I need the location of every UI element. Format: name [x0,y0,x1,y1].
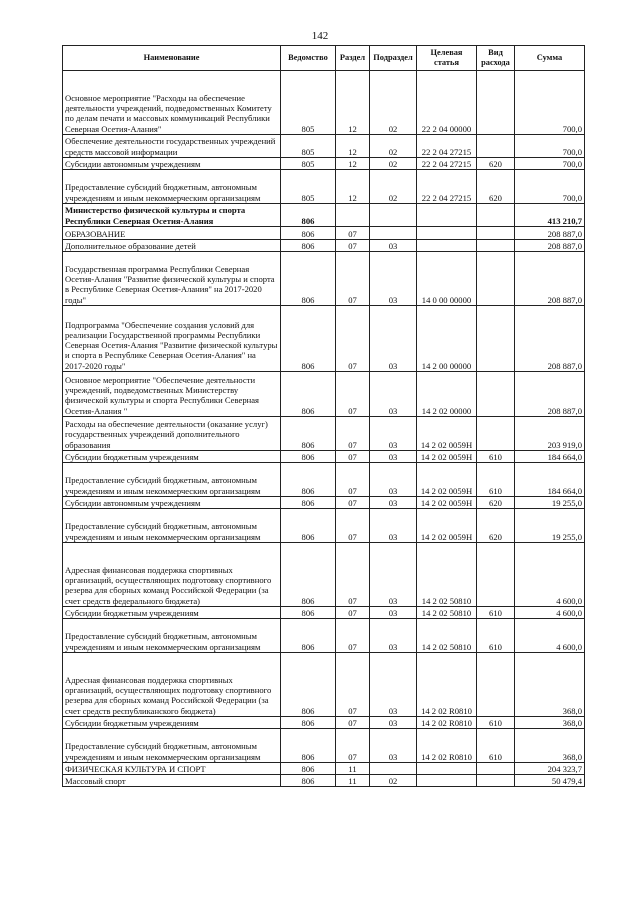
row-department: 806 [281,240,336,252]
row-target-item: 22 2 04 27215 [417,135,477,158]
row-section: 07 [336,607,370,619]
row-department: 806 [281,451,336,463]
row-subsection: 02 [370,158,417,170]
row-target-item: 14 2 02 0059Н [417,417,477,451]
table-row [63,252,585,306]
table-row [63,204,585,227]
row-department: 806 [281,372,336,417]
row-subsection: 03 [370,509,417,543]
row-section: 07 [336,497,370,509]
row-target-item: 14 2 02 R0810 [417,717,477,729]
row-section: 07 [336,306,370,372]
row-subsection: 03 [370,372,417,417]
row-subsection: 03 [370,463,417,497]
header-expense-type: Вид расхода [477,46,515,71]
row-section: 07 [336,729,370,763]
row-department: 806 [281,252,336,306]
row-expense-type [477,543,515,607]
row-section: 07 [336,240,370,252]
row-amount: 208 887,0 [515,372,585,417]
row-section: 07 [336,717,370,729]
row-subsection: 03 [370,543,417,607]
row-name: Субсидии автономным учреждениям [63,158,281,170]
row-subsection: 03 [370,717,417,729]
row-subsection: 03 [370,729,417,763]
row-subsection: 03 [370,607,417,619]
table-row [63,158,585,170]
row-target-item [417,227,477,240]
table-row [63,135,585,158]
row-name: Дополнительное образование детей [63,240,281,252]
row-name: Субсидии бюджетным учреждениям [63,717,281,729]
table-row [63,71,585,135]
row-amount: 413 210,7 [515,204,585,227]
row-name: Основное мероприятие "Расходы на обеспечение деятельности учреждений, подведомственных Комитету по делам печати и массовых коммуникаций Республики Северная Осетия-Алания" [63,71,281,135]
row-subsection: 02 [370,170,417,204]
row-target-item: 14 2 02 50810 [417,607,477,619]
row-department: 806 [281,509,336,543]
row-department: 805 [281,135,336,158]
row-subsection: 03 [370,497,417,509]
row-target-item: 14 2 02 0059Н [417,497,477,509]
row-name: Предоставление субсидий бюджетным, автономным учреждениям и иным некоммерческим организациям [63,170,281,204]
row-expense-type [477,763,515,775]
row-section: 07 [336,509,370,543]
row-expense-type: 610 [477,619,515,653]
row-department: 806 [281,763,336,775]
row-department: 806 [281,729,336,763]
table-row [63,451,585,463]
row-expense-type [477,417,515,451]
row-amount: 184 664,0 [515,451,585,463]
row-amount: 208 887,0 [515,227,585,240]
row-expense-type [477,372,515,417]
row-department: 805 [281,158,336,170]
table-row [63,763,585,775]
row-expense-type: 620 [477,509,515,543]
row-target-item [417,240,477,252]
row-amount: 19 255,0 [515,497,585,509]
row-section: 07 [336,227,370,240]
row-name: Подпрограмма "Обеспечение создания условий для реализации Государственной программы Республики Северная Осетия-Алания "Развитие физической культуры и спорта в Республике Северная Осетия-Алания" на 2017-2020 годы" [63,306,281,372]
row-name: Адресная финансовая поддержка спортивных организаций, осуществляющих подготовку спортивного резерва для сборных команд Российской Федерации (за счет средств федерального бюджета) [63,543,281,607]
table-row [63,240,585,252]
row-amount: 184 664,0 [515,463,585,497]
row-subsection: 03 [370,653,417,717]
table-row [63,417,585,451]
row-subsection: 03 [370,252,417,306]
table-body [63,71,585,787]
row-department: 806 [281,227,336,240]
row-expense-type: 610 [477,451,515,463]
row-amount: 700,0 [515,158,585,170]
table-row [63,653,585,717]
row-department: 805 [281,71,336,135]
row-name: Государственная программа Республики Северная Осетия-Алания "Развитие физической культуры и спорта в Республике Северная Осетия-Алания" на 2017-2020 годы" [63,252,281,306]
row-amount: 700,0 [515,170,585,204]
row-subsection: 02 [370,775,417,787]
row-name: Расходы на обеспечение деятельности (оказание услуг) государственных учреждений дополнительного образования [63,417,281,451]
row-subsection [370,227,417,240]
row-target-item: 14 2 00 00000 [417,306,477,372]
row-target-item: 14 2 02 0059Н [417,451,477,463]
row-section: 07 [336,463,370,497]
row-amount: 204 323,7 [515,763,585,775]
row-department: 806 [281,717,336,729]
row-target-item: 22 2 04 27215 [417,170,477,204]
row-name: ОБРАЗОВАНИЕ [63,227,281,240]
row-subsection: 03 [370,417,417,451]
row-name: Субсидии бюджетным учреждениям [63,451,281,463]
row-department: 806 [281,775,336,787]
row-amount: 19 255,0 [515,509,585,543]
row-expense-type [477,227,515,240]
row-subsection: 02 [370,71,417,135]
table-row [63,372,585,417]
row-subsection [370,204,417,227]
table-row [63,729,585,763]
row-amount: 368,0 [515,653,585,717]
row-expense-type [477,240,515,252]
row-section: 07 [336,451,370,463]
row-target-item [417,775,477,787]
row-expense-type [477,306,515,372]
row-amount: 368,0 [515,717,585,729]
row-expense-type [477,775,515,787]
row-target-item: 14 2 02 50810 [417,543,477,607]
row-name: Министерство физической культуры и спорта Республики Северная Осетия-Алания [63,204,281,227]
row-amount: 208 887,0 [515,252,585,306]
row-section: 07 [336,252,370,306]
row-name: Адресная финансовая поддержка спортивных организаций, осуществляющих подготовку спортивного резерва для сборных команд Российской Федерации (за счет средств республиканского бюджета) [63,653,281,717]
header-section: Раздел [336,46,370,71]
row-department: 805 [281,170,336,204]
row-section: 12 [336,71,370,135]
row-name: Массовый спорт [63,775,281,787]
row-name: Субсидии бюджетным учреждениям [63,607,281,619]
row-name: ФИЗИЧЕСКАЯ КУЛЬТУРА И СПОРТ [63,763,281,775]
row-target-item [417,204,477,227]
row-subsection: 03 [370,619,417,653]
row-expense-type: 620 [477,170,515,204]
row-section: 12 [336,135,370,158]
row-expense-type [477,135,515,158]
header-subsection: Подраздел [370,46,417,71]
row-target-item: 14 0 00 00000 [417,252,477,306]
table-row [63,619,585,653]
row-subsection: 03 [370,240,417,252]
row-amount: 208 887,0 [515,240,585,252]
row-target-item: 14 2 02 00000 [417,372,477,417]
row-department: 806 [281,204,336,227]
table-row [63,227,585,240]
header-amount: Сумма [515,46,585,71]
page-number: 142 [311,30,329,42]
row-section: 07 [336,372,370,417]
row-target-item: 14 2 02 R0810 [417,653,477,717]
table-row [63,543,585,607]
row-name: Обеспечение деятельности государственных учреждений средств массовой информации [63,135,281,158]
row-section: 07 [336,653,370,717]
budget-table [62,45,585,787]
row-department: 806 [281,306,336,372]
row-amount: 368,0 [515,729,585,763]
row-expense-type: 610 [477,717,515,729]
row-expense-type [477,653,515,717]
row-expense-type: 610 [477,729,515,763]
row-amount: 4 600,0 [515,607,585,619]
row-name: Предоставление субсидий бюджетным, автономным учреждениям и иным некоммерческим организациям [63,729,281,763]
row-amount: 4 600,0 [515,619,585,653]
row-department: 806 [281,463,336,497]
row-amount: 203 919,0 [515,417,585,451]
row-section: 12 [336,158,370,170]
row-section: 07 [336,417,370,451]
row-expense-type [477,71,515,135]
row-subsection [370,763,417,775]
row-amount: 4 600,0 [515,543,585,607]
row-section: 07 [336,619,370,653]
row-amount: 700,0 [515,135,585,158]
row-section: 11 [336,775,370,787]
row-target-item: 14 2 02 50810 [417,619,477,653]
table-row [63,775,585,787]
row-amount: 208 887,0 [515,306,585,372]
row-section: 07 [336,543,370,607]
row-expense-type: 610 [477,463,515,497]
row-department: 806 [281,607,336,619]
row-name: Предоставление субсидий бюджетным, автономным учреждениям и иным некоммерческим организациям [63,509,281,543]
row-expense-type: 620 [477,497,515,509]
row-target-item: 14 2 02 0059Н [417,463,477,497]
row-department: 806 [281,619,336,653]
row-expense-type: 620 [477,158,515,170]
row-target-item: 14 2 02 0059Н [417,509,477,543]
row-name: Предоставление субсидий бюджетным, автономным учреждениям и иным некоммерческим организациям [63,619,281,653]
row-name: Основное мероприятие "Обеспечение деятельности учреждений, подведомственных Министерству физической культуры и спорта Республики Северная Осетия-Алания " [63,372,281,417]
table-row [63,497,585,509]
table-row [63,607,585,619]
row-target-item: 14 2 02 R0810 [417,729,477,763]
row-subsection: 03 [370,306,417,372]
row-expense-type: 610 [477,607,515,619]
table-row [63,717,585,729]
row-section [336,204,370,227]
table-row [63,170,585,204]
table-row [63,463,585,497]
row-expense-type [477,204,515,227]
row-target-item [417,763,477,775]
row-amount: 700,0 [515,71,585,135]
row-section: 11 [336,763,370,775]
row-department: 806 [281,497,336,509]
table-header-row [63,46,585,71]
row-name: Субсидии автономным учреждениям [63,497,281,509]
table-row [63,509,585,543]
row-subsection: 03 [370,451,417,463]
row-expense-type [477,252,515,306]
row-target-item: 22 2 04 27215 [417,158,477,170]
row-subsection: 02 [370,135,417,158]
table-row [63,306,585,372]
row-department: 806 [281,543,336,607]
header-department: Ведомство [281,46,336,71]
row-department: 806 [281,653,336,717]
header-target-item: Целевая статья [417,46,477,71]
row-department: 806 [281,417,336,451]
row-name: Предоставление субсидий бюджетным, автономным учреждениям и иным некоммерческим организациям [63,463,281,497]
row-section: 12 [336,170,370,204]
row-target-item: 22 2 04 00000 [417,71,477,135]
row-amount: 50 479,4 [515,775,585,787]
header-name: Наименование [63,46,281,71]
